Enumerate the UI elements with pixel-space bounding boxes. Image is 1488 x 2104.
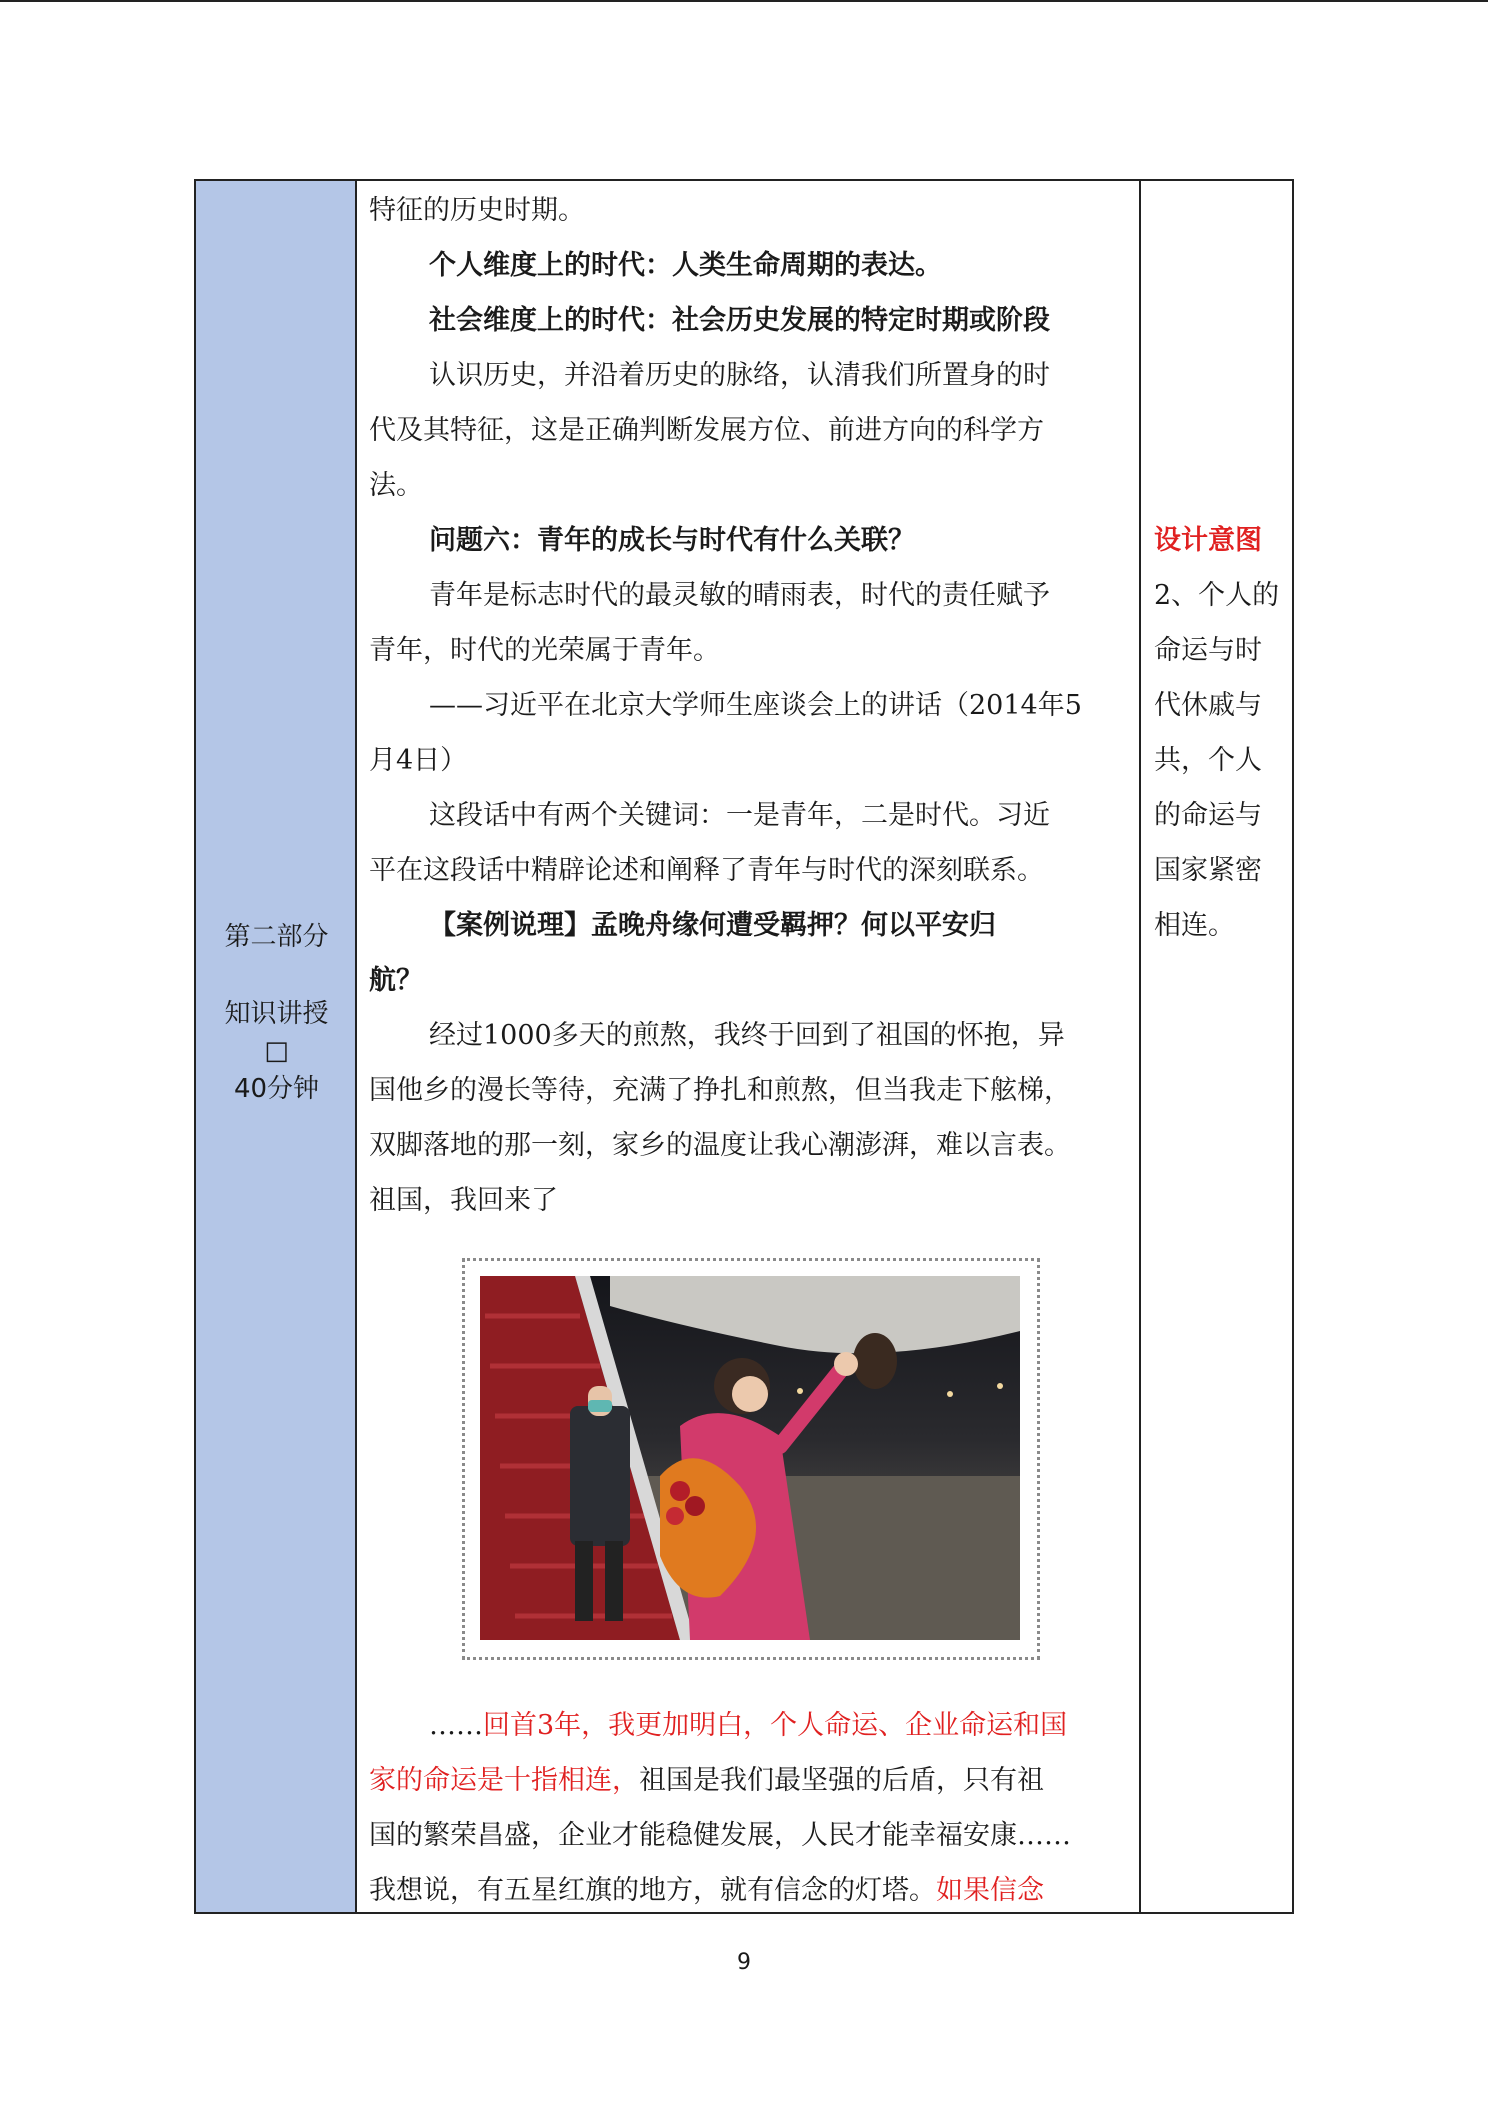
duration-label: 40分钟 [233,1074,320,1104]
highlight-text: 家的命运是十指相连， [369,1765,639,1796]
body-text: 祖国是我们最坚强的后盾，只有祖 [639,1765,1044,1796]
page-top-border [0,0,1488,2]
column-divider [1139,181,1141,1912]
design-intent-line: 共，个人 [1154,745,1262,776]
design-intent-line: 代休戚与 [1154,690,1262,721]
design-intent-line: 相连。 [1154,910,1235,941]
content-line: 法。 [369,470,423,501]
separator-glyph: □ [264,1036,289,1066]
highlight-text: 如果信念 [936,1875,1044,1906]
content-line: 经过1000多天的煎熬，我终于回到了祖国的怀抱，异 [429,1020,1065,1051]
content-line: 这段话中有两个关键词：一是青年，二是时代。习近 [429,800,1050,831]
section-label: 第二部分 [224,922,329,952]
content-line [429,1698,1067,1753]
content-line: 认识历史，并沿着历史的脉络，认清我们所置身的时 [429,360,1050,391]
quote-attribution: ——习近平在北京大学师生座谈会上的讲话（2014年5 [429,690,1082,721]
page-number: 9 [737,1950,751,1975]
content-line [369,1753,1044,1808]
question-heading: 问题六：青年的成长与时代有什么关联？ [429,525,915,556]
content-line: 祖国，我回来了 [369,1185,558,1216]
content-line: 青年是标志时代的最灵敏的晴雨表，时代的责任赋予 [429,580,1050,611]
arrival-photo [480,1276,1020,1640]
case-heading: 【案例说理】孟晚舟缘何遭受羁押？何以平安归 [429,910,996,941]
case-heading-cont: 航？ [369,965,423,996]
ellipsis-text: …… [429,1710,483,1741]
content-line: 平在这段话中精辟论述和阐释了青年与时代的深刻联系。 [369,855,1044,886]
content-line [369,1863,1044,1918]
content-line: 双脚落地的那一刻，家乡的温度让我心潮澎湃，难以言表。 [369,1130,1071,1161]
content-line: 国他乡的漫长等待，充满了挣扎和煎熬，但当我走下舷梯， [369,1075,1071,1106]
content-line-bold: 个人维度上的时代：人类生命周期的表达。 [429,250,942,281]
content-line: 特征的历史时期。 [369,195,585,226]
content-line: 青年，时代的光荣属于青年。 [369,635,720,666]
design-intent-line: 2、个人的 [1154,580,1280,611]
topic-label: 知识讲授 [224,999,329,1029]
content-line: 国的繁荣昌盛，企业才能稳健发展，人民才能幸福安康…… [369,1820,1071,1851]
content-line-bold: 社会维度上的时代：社会历史发展的特定时期或阶段 [429,305,1050,336]
arrival-photo-illustration [480,1276,1020,1640]
content-line: 月4日） [369,745,468,776]
design-intent-line: 命运与时 [1154,635,1262,666]
content-line: 代及其特征，这是正确判断发展方位、前进方向的科学方 [369,415,1044,446]
design-intent-title: 设计意图 [1154,525,1262,556]
design-intent-line: 国家紧密 [1154,855,1262,886]
body-text: 我想说，有五星红旗的地方，就有信念的灯塔。 [369,1875,936,1906]
highlight-text: 回首3年，我更加明白，个人命运、企业命运和国 [483,1710,1068,1741]
section-column [196,181,357,1912]
design-intent-line: 的命运与 [1154,800,1262,831]
